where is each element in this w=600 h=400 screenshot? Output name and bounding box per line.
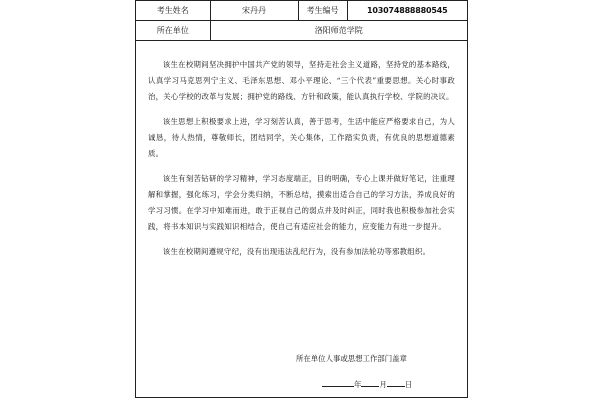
paragraph-study: 该生有刻苦钻研的学习精神，学习态度端正，目的明确，专心上课并做好笔记，注重理解和掌握，强化练习，学会分类归纳，不断总结，摸索出适合自己的学习方法，养成良好的学习习惯。在学习中知难而进，敢于正视自己的弱点并及时纠正，同时我也积极参加社会实践，将书本知识与实践知识相结合，使自己有适应社会的能力，应变能力有进一步提升。 [148,174,455,231]
form-row-unit [136,21,467,41]
signature-line: 所在单位人事或思想工作部门盖章 [296,354,407,363]
paragraph-political: 该生在校期间坚决拥护中国共产党的领导，坚持走社会主义道路，坚持党的基本路线，认真学习马克思列宁主义、毛泽东思想、邓小平理论、“三个代表”重要思想。关心时事政治，关心学校的改革与发展；拥护党的路线、方针和政策，能认真执行学校、学院的决议。 [148,60,455,101]
date-line [322,378,412,390]
id-value: 103074888880545 [347,1,467,21]
form-header-table [136,1,467,41]
form-row-name [136,1,467,21]
year-blank [322,378,354,387]
unit-value: 洛阳师范学院 [210,21,467,41]
month-blank [361,378,379,387]
day-label: 日 [404,380,413,389]
paragraph-discipline: 该生在校期间遵规守纪，没有出现违法乱纪行为，没有参加法轮功等邪教组织。 [162,247,431,256]
name-value: 宋丹丹 [210,1,298,21]
evaluation-text [136,41,467,260]
paragraph-character: 该生思想上积极要求上进，学习刻苦认真，善于思考，生活中能应严格要求自己，为人诚恳，待人热情，尊敬师长，团结同学，关心集体，工作踏实负责，有优良的思想道德素质。 [148,117,455,158]
name-label: 考生姓名 [136,1,210,21]
political-review-form [135,0,468,398]
id-label: 考生编号 [298,1,347,21]
year-label: 年 [354,380,362,389]
month-label: 月 [379,380,387,389]
day-blank [387,378,405,387]
unit-label: 所在单位 [136,21,210,41]
